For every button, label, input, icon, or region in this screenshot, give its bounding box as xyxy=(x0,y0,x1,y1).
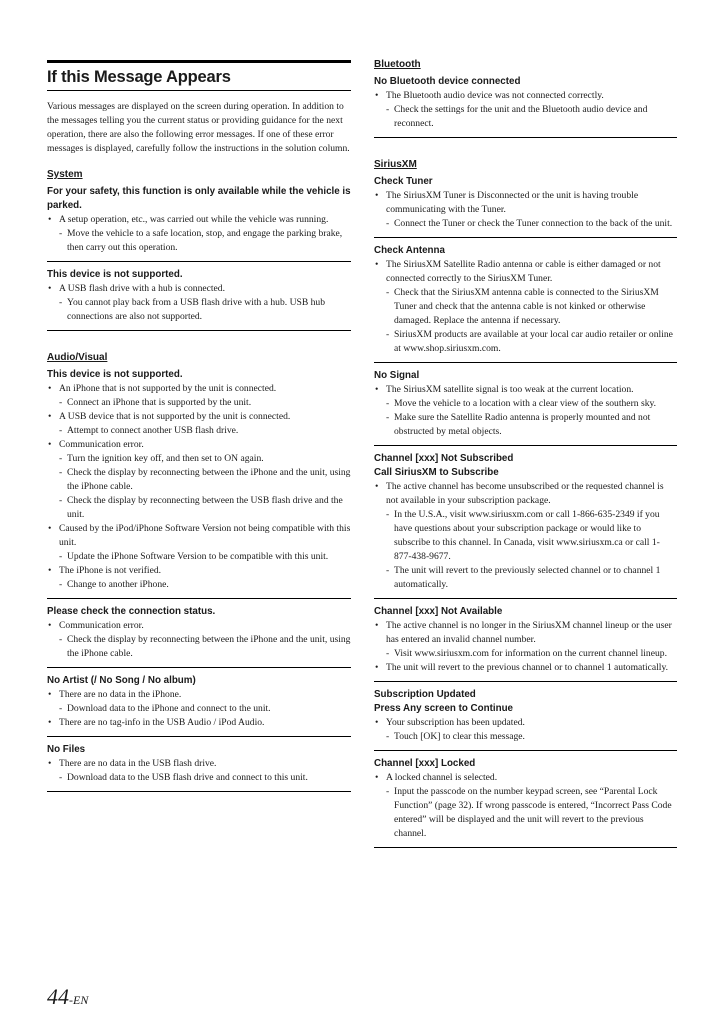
cause-list xyxy=(374,189,677,231)
dash-icon: - xyxy=(59,425,63,436)
cause-item xyxy=(47,688,351,716)
solution-item xyxy=(386,217,677,231)
solution-list xyxy=(386,785,677,841)
bullet-icon: • xyxy=(48,717,52,728)
message-title: No Files xyxy=(47,744,86,755)
solution-text: Update the iPhone Software Version to be compatible with this unit. xyxy=(67,551,329,562)
solution-text: Connect an iPhone that is supported by the unit. xyxy=(67,397,252,408)
cause-text: The SiriusXM Satellite Radio antenna or cable is either damaged or not connected correctly to the SiriusXM Tuner. xyxy=(386,259,661,284)
message-title: Subscription Updated xyxy=(374,689,476,700)
solution-text: In the U.S.A., visit www.siriusxm.com or call 1-866-635-2349 if you have questions about your subscription package or would like to subscribe to this channel. In Canada, visit www.siriusxm.ca or call 1-877-438-9677. xyxy=(394,509,660,562)
section-heading: Audio/Visual xyxy=(47,352,108,363)
message-title: Call SiriusXM to Subscribe xyxy=(374,467,499,478)
solution-list xyxy=(59,452,351,522)
cause-item xyxy=(374,383,677,439)
bullet-icon: • xyxy=(48,439,52,450)
cause-list xyxy=(374,383,677,439)
bullet-icon: • xyxy=(48,758,52,769)
cause-item xyxy=(47,438,351,522)
cause-item xyxy=(374,189,677,231)
solution-text: Input the passcode on the number keypad screen, see “Parental Lock Function” (page 32). If wrong passcode is entered, “Incorrect Pass Code entered” will be displayed and the unit will revert to the previous channel. xyxy=(394,786,672,839)
solution-list xyxy=(59,296,351,324)
dash-icon: - xyxy=(386,509,390,520)
cause-text: The Bluetooth audio device was not connected correctly. xyxy=(386,90,604,101)
bullet-icon: • xyxy=(375,90,379,101)
solution-item xyxy=(59,578,351,592)
section-heading: SiriusXM xyxy=(374,159,417,170)
message-title: This device is not supported. xyxy=(47,369,183,380)
solution-list xyxy=(59,550,351,564)
bullet-icon: • xyxy=(375,717,379,728)
cause-text: The SiriusXM Tuner is Disconnected or the unit is having trouble communicating with the Tuner. xyxy=(386,190,639,215)
solution-text: Connect the Tuner or check the Tuner connection to the back of the unit. xyxy=(394,218,673,229)
bullet-icon: • xyxy=(375,384,379,395)
bullet-icon: • xyxy=(48,411,52,422)
solution-item xyxy=(59,452,351,466)
solution-text: Download data to the iPhone and connect to the unit. xyxy=(67,703,271,714)
dash-icon: - xyxy=(59,772,63,783)
dash-icon: - xyxy=(59,467,63,478)
dash-icon: - xyxy=(386,731,390,742)
cause-item xyxy=(374,771,677,841)
solution-text: Check the display by reconnecting between the USB flash drive and the unit. xyxy=(67,495,343,520)
dash-icon: - xyxy=(59,397,63,408)
solution-text: Move the vehicle to a location with a clear view of the southern sky. xyxy=(394,398,657,409)
solution-item xyxy=(59,702,351,716)
cause-item xyxy=(47,716,351,730)
dash-icon: - xyxy=(386,648,390,659)
solution-text: SiriusXM products are available at your local car audio retailer or online at www.shop.siriusxm.com. xyxy=(394,329,673,354)
bullet-icon: • xyxy=(48,283,52,294)
cause-list xyxy=(374,619,677,675)
message-block xyxy=(374,757,677,848)
cause-text: There are no tag-info in the USB Audio / iPod Audio. xyxy=(59,717,265,728)
bullet-icon: • xyxy=(48,689,52,700)
cause-item xyxy=(374,89,677,131)
cause-list xyxy=(374,716,677,744)
solution-list xyxy=(386,286,677,356)
solution-item xyxy=(59,227,351,255)
solution-list xyxy=(386,397,677,439)
cause-item xyxy=(47,522,351,564)
solution-list xyxy=(386,103,677,131)
solution-list xyxy=(59,227,351,255)
cause-item xyxy=(374,480,677,592)
cause-list xyxy=(47,757,351,785)
right-sections xyxy=(374,58,677,848)
solution-text: Check the display by reconnecting between the iPhone and the unit, using the iPhone cable. xyxy=(67,467,351,492)
solution-text: Visit www.siriusxm.com for information on the current channel lineup. xyxy=(394,648,667,659)
cause-text: Communication error. xyxy=(59,439,144,450)
solution-text: Turn the ignition key off, and then set to ON again. xyxy=(67,453,264,464)
solution-text: Check the settings for the unit and the Bluetooth audio device and reconnect. xyxy=(394,104,648,129)
solution-item xyxy=(59,771,351,785)
solution-text: You cannot play back from a USB flash drive with a hub. USB hub connections are also not supported. xyxy=(67,297,326,322)
cause-item xyxy=(374,661,677,675)
solution-list xyxy=(386,647,677,661)
cause-text: There are no data in the USB flash drive. xyxy=(59,758,217,769)
cause-item xyxy=(47,282,351,324)
bullet-icon: • xyxy=(48,523,52,534)
message-block xyxy=(374,605,677,682)
solution-item xyxy=(59,424,351,438)
left-sections xyxy=(47,168,351,792)
solution-list xyxy=(59,578,351,592)
cause-text: An iPhone that is not supported by the unit is connected. xyxy=(59,383,277,394)
dash-icon: - xyxy=(386,786,390,797)
page-number-value: 44 xyxy=(47,984,69,1009)
section-heading: System xyxy=(47,169,83,180)
cause-text: The active channel has become unsubscribed or the requested channel is not available in your subscription package. xyxy=(386,481,664,506)
page-number-suffix: -EN xyxy=(69,993,89,1007)
message-block xyxy=(47,268,351,331)
cause-item xyxy=(374,258,677,356)
cause-text: A locked channel is selected. xyxy=(386,772,498,783)
cause-text: Caused by the iPod/iPhone Software Version not being compatible with this unit. xyxy=(59,523,351,548)
solution-item xyxy=(386,103,677,131)
solution-item xyxy=(386,286,677,328)
bullet-icon: • xyxy=(375,662,379,673)
solution-list xyxy=(59,424,351,438)
message-title: Press Any screen to Continue xyxy=(374,703,514,714)
solution-item xyxy=(59,296,351,324)
dash-icon: - xyxy=(59,579,63,590)
cause-text: The SiriusXM satellite signal is too weak at the current location. xyxy=(386,384,634,395)
message-block xyxy=(374,452,677,599)
message-block xyxy=(374,688,677,751)
dash-icon: - xyxy=(386,565,390,576)
message-section xyxy=(374,158,677,848)
cause-text: A USB flash drive with a hub is connected. xyxy=(59,283,225,294)
solution-list xyxy=(386,217,677,231)
cause-list xyxy=(47,619,351,661)
dash-icon: - xyxy=(386,412,390,423)
message-title: Channel [xxx] Locked xyxy=(374,758,476,769)
solution-list xyxy=(59,771,351,785)
message-title: For your safety, this function is only available while the vehicle is parked. xyxy=(47,186,351,211)
message-title: No Bluetooth device connected xyxy=(374,76,521,87)
message-block xyxy=(47,674,351,737)
solution-item xyxy=(386,508,677,564)
solution-item xyxy=(386,785,677,841)
cause-text: Your subscription has been updated. xyxy=(386,717,525,728)
solution-item xyxy=(386,564,677,592)
cause-item xyxy=(47,213,351,255)
message-block xyxy=(47,605,351,668)
message-title: Check Tuner xyxy=(374,176,433,187)
message-title: No Signal xyxy=(374,370,420,381)
cause-text: The iPhone is not verified. xyxy=(59,565,162,576)
solution-text: Change to another iPhone. xyxy=(67,579,169,590)
message-title: No Artist (/ No Song / No album) xyxy=(47,675,196,686)
bullet-icon: • xyxy=(375,772,379,783)
solution-item xyxy=(386,397,677,411)
message-title: Check Antenna xyxy=(374,245,445,256)
cause-list xyxy=(374,258,677,356)
message-section xyxy=(47,168,351,331)
dash-icon: - xyxy=(59,495,63,506)
dash-icon: - xyxy=(386,218,390,229)
message-title: Channel [xxx] Not Available xyxy=(374,606,503,617)
cause-item xyxy=(374,716,677,744)
dash-icon: - xyxy=(59,228,63,239)
dash-icon: - xyxy=(386,287,390,298)
solution-text: Touch [OK] to clear this message. xyxy=(394,731,525,742)
left-column xyxy=(47,60,351,812)
bullet-icon: • xyxy=(48,383,52,394)
solution-text: Check the display by reconnecting between the iPhone and the unit, using the iPhone cable. xyxy=(67,634,351,659)
message-block xyxy=(374,369,677,446)
solution-text: Download data to the USB flash drive and connect to this unit. xyxy=(67,772,308,783)
intro-paragraph: Various messages are displayed on the screen during operation. In addition to the messages telling you the current status or providing guidance for the next operation, there are also the following error messages. If one of these error messages is displayed, carefully follow the instructions in the solution column. xyxy=(47,101,350,154)
cause-list xyxy=(374,771,677,841)
solution-item xyxy=(59,494,351,522)
cause-item xyxy=(47,410,351,438)
cause-item xyxy=(47,564,351,592)
dash-icon: - xyxy=(59,453,63,464)
solution-item xyxy=(59,633,351,661)
solution-list xyxy=(386,508,677,592)
dash-icon: - xyxy=(59,551,63,562)
solution-list xyxy=(386,730,677,744)
bullet-icon: • xyxy=(375,190,379,201)
dash-icon: - xyxy=(59,634,63,645)
cause-text: There are no data in the iPhone. xyxy=(59,689,182,700)
solution-item xyxy=(59,396,351,410)
solution-text: The unit will revert to the previously selected channel or to channel 1 automatically. xyxy=(394,565,661,590)
bullet-icon: • xyxy=(375,620,379,631)
cause-item xyxy=(47,619,351,661)
solution-text: Check that the SiriusXM antenna cable is connected to the SiriusXM Tuner and check that the antenna cable is not kinked or otherwise damaged. Replace the antenna if necessary. xyxy=(394,287,659,326)
message-block xyxy=(374,75,677,138)
page-title: If this Message Appears xyxy=(47,60,351,91)
cause-text: A setup operation, etc., was carried out while the vehicle was running. xyxy=(59,214,329,225)
message-block xyxy=(374,244,677,363)
cause-text: Communication error. xyxy=(59,620,144,631)
cause-text: The active channel is no longer in the SiriusXM channel lineup or the user has entered an invalid channel number. xyxy=(386,620,672,645)
dash-icon: - xyxy=(386,329,390,340)
cause-list xyxy=(47,282,351,324)
cause-list xyxy=(374,480,677,592)
message-block xyxy=(374,175,677,238)
dash-icon: - xyxy=(386,398,390,409)
dash-icon: - xyxy=(59,703,63,714)
solution-item xyxy=(386,328,677,356)
cause-item xyxy=(47,382,351,410)
message-block xyxy=(47,368,351,599)
message-title: Please check the connection status. xyxy=(47,606,216,617)
message-title: Channel [xxx] Not Subscribed xyxy=(374,453,514,464)
message-block xyxy=(47,743,351,792)
solution-text: Move the vehicle to a safe location, stop, and engage the parking brake, then carry out this operation. xyxy=(67,228,343,253)
dash-icon: - xyxy=(386,104,390,115)
cause-item xyxy=(374,619,677,661)
message-title: This device is not supported. xyxy=(47,269,183,280)
solution-item xyxy=(386,730,677,744)
bullet-icon: • xyxy=(375,259,379,270)
cause-list xyxy=(47,382,351,592)
message-block xyxy=(47,185,351,262)
cause-list xyxy=(47,688,351,730)
bullet-icon: • xyxy=(48,565,52,576)
cause-list xyxy=(374,89,677,131)
solution-list xyxy=(59,633,351,661)
solution-item xyxy=(59,550,351,564)
solution-text: Attempt to connect another USB flash drive. xyxy=(67,425,239,436)
dash-icon: - xyxy=(59,297,63,308)
message-section xyxy=(47,351,351,792)
bullet-icon: • xyxy=(48,620,52,631)
cause-item xyxy=(47,757,351,785)
solution-list xyxy=(59,702,351,716)
message-section xyxy=(374,58,677,138)
solution-list xyxy=(59,396,351,410)
cause-text: The unit will revert to the previous channel or to channel 1 automatically. xyxy=(386,662,669,673)
solution-item xyxy=(386,411,677,439)
page-number xyxy=(47,984,88,1010)
cause-list xyxy=(47,213,351,255)
bullet-icon: • xyxy=(48,214,52,225)
right-column xyxy=(374,58,677,868)
solution-item xyxy=(59,466,351,494)
solution-item xyxy=(386,647,677,661)
solution-text: Make sure the Satellite Radio antenna is properly mounted and not obstructed by metal objects. xyxy=(394,412,651,437)
cause-text: A USB device that is not supported by the unit is connected. xyxy=(59,411,291,422)
section-heading: Bluetooth xyxy=(374,59,421,70)
bullet-icon: • xyxy=(375,481,379,492)
